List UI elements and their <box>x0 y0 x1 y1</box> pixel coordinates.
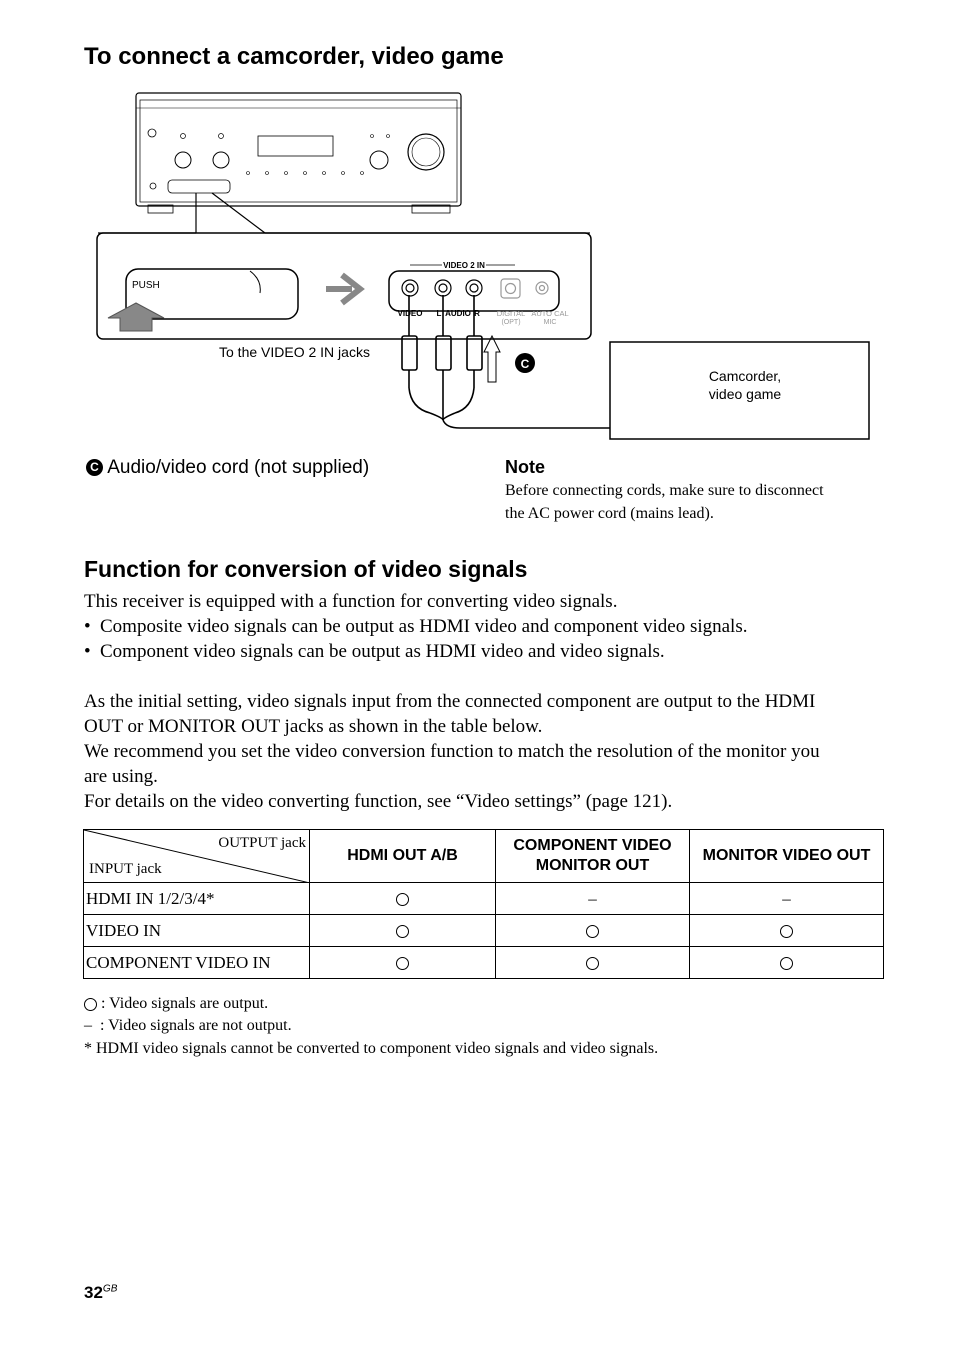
cord-caption-text: Audio/video cord (not supplied) <box>107 457 370 478</box>
table-cell <box>310 947 496 979</box>
bullet-dot: • <box>84 616 91 637</box>
digital-sub-label: (OPT) <box>501 319 521 326</box>
legend-asterisk: * HDMI video signals cannot be converted to component video signals and video signals. <box>84 1040 659 1057</box>
digital-label: DIGITAL <box>496 309 526 318</box>
table-cell <box>690 947 884 979</box>
circle-mark-icon <box>780 925 793 938</box>
note-line-1: Before connecting cords, make sure to disconnect <box>505 482 824 499</box>
conversion-table <box>83 829 884 979</box>
table-cell <box>310 883 496 915</box>
receiver-illustration <box>136 93 461 213</box>
table-cell: – <box>690 883 884 915</box>
table-header: MONITOR VIDEO OUT <box>690 830 884 883</box>
jack-label-l: L <box>436 309 442 318</box>
para1-line1: As the initial setting, video signals input from the connected component are output to the HDMI <box>84 691 816 712</box>
bullet-item-1 <box>84 614 747 639</box>
table-cell <box>690 915 884 947</box>
jack-label-audio: AUDIO <box>445 309 471 318</box>
corner-input-label: INPUT jack <box>89 861 162 877</box>
connection-diagram <box>90 88 880 448</box>
para2-line2: are using. <box>84 766 158 787</box>
para1-line2: OUT or MONITOR OUT jacks as shown in the table below. <box>84 716 543 737</box>
cord-caption <box>86 457 369 479</box>
legend-dash-text: : Video signals are not output. <box>100 1017 292 1034</box>
table-header: COMPONENT VIDEO MONITOR OUT <box>496 830 690 883</box>
circle-mark-icon <box>780 957 793 970</box>
video2-in-label: VIDEO 2 IN <box>443 261 485 270</box>
circle-mark-icon <box>396 957 409 970</box>
table-row <box>84 915 884 947</box>
bullet-item-2 <box>84 639 665 664</box>
table-cell <box>496 947 690 979</box>
dash-mark: – <box>84 1017 92 1034</box>
table-body <box>84 883 884 979</box>
bullet-dot: • <box>84 641 91 662</box>
para2-line1: We recommend you set the video conversion function to match the resolution of the monitor you <box>84 741 820 762</box>
table-row <box>84 883 884 915</box>
callout-c-badge-icon: C <box>86 459 103 476</box>
table-row-label: HDMI IN 1/2/3/4* <box>84 883 310 915</box>
circle-mark-icon <box>396 925 409 938</box>
page-number <box>84 1283 117 1303</box>
jack-label-video: VIDEO <box>397 309 423 318</box>
table-cell <box>310 915 496 947</box>
bullet-text-2: Component video signals can be output as HDMI video and video signals. <box>100 641 665 662</box>
table-cell <box>496 915 690 947</box>
table-row <box>84 947 884 979</box>
circle-mark-icon <box>586 957 599 970</box>
table-header-row <box>84 830 884 883</box>
autocal-label: AUTO CAL <box>531 309 569 318</box>
table-row-label: COMPONENT VIDEO IN <box>84 947 310 979</box>
to-jacks-label: To the VIDEO 2 IN jacks <box>219 344 370 360</box>
table-corner-cell <box>84 830 310 883</box>
legend-dash <box>84 1015 292 1037</box>
table-row-label: VIDEO IN <box>84 915 310 947</box>
page-number-suffix: GB <box>102 1283 118 1295</box>
push-label: PUSH <box>132 280 160 291</box>
corner-output-label: OUTPUT jack <box>218 835 306 851</box>
section-title-connect: To connect a camcorder, video game <box>84 43 504 70</box>
note-title: Note <box>505 457 545 477</box>
para3: For details on the video converting function, see “Video settings” (page 121). <box>84 791 673 812</box>
device-label-line1: Camcorder, <box>708 368 782 384</box>
bullet-text-1: Composite video signals can be output as HDMI video and component video signals. <box>100 616 748 637</box>
circle-mark-icon <box>396 893 409 906</box>
autocal-sub-label: MIC <box>543 319 557 326</box>
page-number-value: 32 <box>84 1283 103 1302</box>
intro-text: This receiver is equipped with a function for converting video signals. <box>84 591 618 612</box>
section-title-conversion: Function for conversion of video signals <box>84 556 528 582</box>
device-label-line2: video game <box>708 386 782 402</box>
callout-c-letter: C <box>520 357 530 371</box>
table-cell: – <box>496 883 690 915</box>
note-line-2: the AC power cord (mains lead). <box>505 505 714 522</box>
jack-label-r: R <box>474 309 480 318</box>
legend-circle-text: : Video signals are output. <box>101 995 269 1012</box>
legend-circle <box>84 993 268 1015</box>
table-header: HDMI OUT A/B <box>310 830 496 883</box>
circle-mark-icon <box>586 925 599 938</box>
circle-mark-icon <box>84 998 97 1011</box>
push-arrow-icon <box>108 303 164 331</box>
